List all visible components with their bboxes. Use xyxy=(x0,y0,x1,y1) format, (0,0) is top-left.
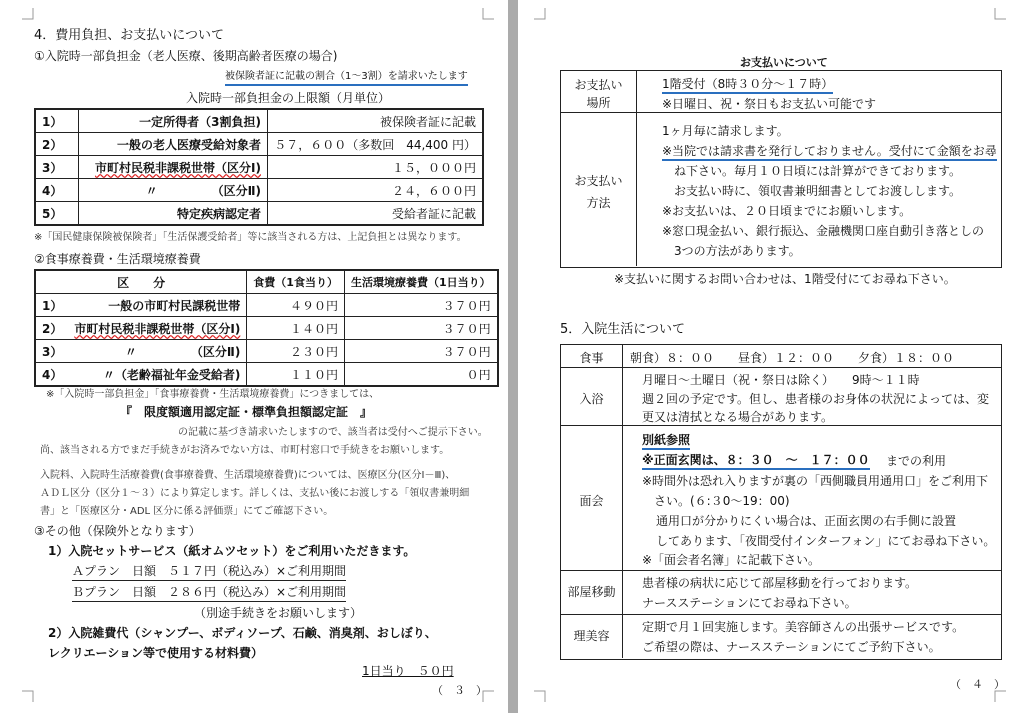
method-line: ※窓口現金払い、銀行振込、金融機関口座自動引き落としの xyxy=(662,224,985,238)
misc-fee-title: レクリエーション等で使用する材料費） xyxy=(48,646,264,660)
method-line: ね下さい。毎月１０日頃には計算ができております。 xyxy=(674,164,962,178)
meal-cost-cell: ４９０円 xyxy=(247,294,345,317)
category-cell: 〃（老齢福祉年金受給者) xyxy=(68,363,246,387)
crop-mark-icon xyxy=(534,8,546,20)
subsection-title: ②食事療養費・生活環境療養費 xyxy=(34,252,201,266)
visit-label: 面会 xyxy=(579,494,604,508)
page-number: （ ３ ） xyxy=(432,684,487,697)
category-cell: 〃 （区分Ⅱ) xyxy=(79,179,268,202)
bath-label: 入浴 xyxy=(579,392,604,406)
env-cost-cell: ３７０円 xyxy=(344,294,497,317)
env-cost-cell: ３７０円 xyxy=(344,340,497,363)
misc-fee-price: 1日当り ５０円 xyxy=(362,664,454,678)
crop-mark-icon xyxy=(22,690,34,702)
reception-hours: 1階受付（8時３０分～１７時） xyxy=(662,75,833,94)
misc-fee-title: 2）入院雑費代（シャンプー、ボディソープ、石鹸、消臭剤、おしぼり、 xyxy=(48,626,437,640)
label-line: 場所 xyxy=(586,96,611,110)
plan-b-line: Ｂプラン 日額 ２８６円（税込み）×ご利用期間 xyxy=(72,583,346,602)
bath-line: 月曜日～土曜日（祝・祭日は除く） 9時～１１時 xyxy=(642,373,920,387)
table-row xyxy=(35,340,498,363)
method-line: お支払い時に、領収書兼明細書としてお渡しします。 xyxy=(674,184,962,198)
payment-table-title: お支払いについて xyxy=(740,56,828,69)
method-label xyxy=(561,170,636,214)
row-divider xyxy=(560,367,1001,368)
env-cost-cell: ０円 xyxy=(344,363,497,387)
room-move-label: 部屋移動 xyxy=(567,585,616,599)
payment-footnote: ※支払いに関するお問い合わせは、1階受付にてお尋ね下さい。 xyxy=(614,272,956,286)
value-cell: 受給者証に記載 xyxy=(268,202,484,226)
section-heading: 4．費用負担、お支払いについて xyxy=(34,28,225,43)
label-line: お支払い xyxy=(574,174,623,188)
value-cell: １５，０００円 xyxy=(268,156,484,179)
adl-paragraph-line: ＡＤＬ区分（区分１～３）により算定します。詳しくは、支払い後にお渡しする「領収書兼明細 xyxy=(40,488,470,499)
row-number: 4） xyxy=(35,179,79,202)
table-caption: 入院時一部負担金の上限額（月単位） xyxy=(186,91,391,105)
crop-mark-icon xyxy=(22,8,34,20)
row-divider xyxy=(560,614,1001,615)
row-divider xyxy=(560,570,1001,571)
copay-limit-table xyxy=(34,108,484,226)
header-env: 生活環境療養費（1日当り） xyxy=(344,270,497,294)
certificate-name: 『 限度額適用認定証・標準負担額認定証 』 xyxy=(120,405,373,419)
visit-line: 別紙参照 xyxy=(642,431,690,450)
barber-line: ご希望の際は、ナースステーションにてご予約下さい。 xyxy=(642,640,941,654)
visit-line: してあります、「夜間受付インターフォン」にてお尋ね下さい。 xyxy=(656,534,996,548)
row-number: 2） xyxy=(35,317,68,340)
method-line: 1ヶ月毎に請求します。 xyxy=(662,124,789,138)
adl-paragraph-line: 書」と「医療区分・ADL 区分に係る評価票」にてご確認下さい。 xyxy=(40,506,334,517)
visit-line: までの利用 xyxy=(886,454,947,468)
row-number: 1） xyxy=(35,109,79,133)
bath-line: 更又は清拭となる場合があります。 xyxy=(642,410,834,424)
visit-line: ※「面会者名簿」に記載下さい。 xyxy=(642,553,821,567)
copay-note: 被保険者証に記載の割合（1～3割）を請求いたします xyxy=(225,67,468,86)
table-row xyxy=(35,133,483,156)
table-row xyxy=(35,202,483,226)
page-number: （ ４ ） xyxy=(950,678,1005,691)
row-number: 3） xyxy=(35,340,68,363)
table-row xyxy=(35,363,498,387)
env-cost-cell: ３７０円 xyxy=(344,317,497,340)
visit-line: 通用口が分かりにくい場合は、正面玄関の右手側に設置 xyxy=(656,514,957,528)
row-divider xyxy=(560,112,1001,113)
category-cell: 〃 （区分Ⅱ) xyxy=(68,340,246,363)
meal-note: の記載に基づき請求いたしますので、該当者は受付へご提示下さい。 xyxy=(178,427,488,438)
label-line: 方法 xyxy=(586,196,611,210)
method-line: ※お支払いは、２０日頃までにお願いします。 xyxy=(662,204,912,218)
bath-line: 週２回の予定です。但し、患者様のお身体の状況によっては、変 xyxy=(642,392,990,406)
section-heading: 5．入院生活について xyxy=(560,322,686,337)
row-number: 5） xyxy=(35,202,79,226)
set-service-title: 1）入院セットサービス（紙オムツセット）をご利用いただきます。 xyxy=(48,544,416,558)
plan-a-line: Ａプラン 日額 ５１７円（税込み）×ご利用期間 xyxy=(72,562,346,581)
room-move-line: ナースステーションにてお尋ね下さい。 xyxy=(642,596,857,610)
table-row xyxy=(35,109,483,133)
column-divider xyxy=(636,70,637,266)
column-divider xyxy=(622,344,623,658)
visit-line: ※正面玄関は、８：３０ ～ １７：００ xyxy=(642,451,870,470)
meal-cost-cell: ２３０円 xyxy=(247,340,345,363)
row-number: 3） xyxy=(35,156,79,179)
place-label xyxy=(561,76,636,112)
header-category: 区 分 xyxy=(35,270,247,294)
room-move-line: 患者様の病状に応じて部屋移動を行っております。 xyxy=(642,576,918,590)
table-row xyxy=(35,294,498,317)
category-cell: 市町村民税非課税世帯（区分Ⅰ) xyxy=(68,317,246,340)
document-page-4 xyxy=(518,0,1024,713)
meal-note: 尚、該当される方でまだ手続きがお済みでない方は、市町村窓口で手続きをお願いします。 xyxy=(40,445,450,456)
crop-mark-icon xyxy=(994,8,1006,20)
adl-paragraph-line: 入院料、入院時生活療養費(食事療養費、生活環境療養費)については、医療区分(区分Ⅰ－Ⅲ)、 xyxy=(40,470,456,481)
table-row xyxy=(35,317,498,340)
table-row xyxy=(35,156,483,179)
meal-cost-cell: １４０円 xyxy=(247,317,345,340)
barber-label: 理美容 xyxy=(573,629,610,643)
meal-times: 朝食）８：００ 昼食）１２：００ 夕食）１８：００ xyxy=(630,351,955,365)
category-cell: 一般の老人医療受給対象者 xyxy=(79,133,268,156)
row-number: 4） xyxy=(35,363,68,387)
table-header-row xyxy=(35,270,498,294)
meal-label: 食事 xyxy=(579,351,604,365)
meal-note: ※「入院時一部負担金」「食事療養費・生活環境療養費」につきましては、 xyxy=(46,389,380,400)
value-cell: 被保険者証に記載 xyxy=(268,109,484,133)
document-page-3 xyxy=(0,0,508,713)
subsection-title: ③その他（保険外となります） xyxy=(34,524,201,538)
subsection-title: ①入院時一部負担金（老人医療、後期高齢者医療の場合) xyxy=(34,49,338,63)
row-divider xyxy=(560,425,1001,426)
value-cell: ２４，６００円 xyxy=(268,179,484,202)
category-cell: 一般の市町村民課税世帯 xyxy=(68,294,246,317)
place-note: ※日曜日、祝・祭日もお支払い可能です xyxy=(662,97,877,111)
row-number: 1） xyxy=(35,294,68,317)
method-line: 3つの方法があります。 xyxy=(674,244,801,258)
table-footnote: ※「国民健康保険被保険者」「生活保護受給者」等に該当される方は、上記負担とは異なります。 xyxy=(34,232,467,243)
meal-cost-cell: １１０円 xyxy=(247,363,345,387)
value-cell: ５７，６００（多数回 44,400 円） xyxy=(268,133,484,156)
label-line: お支払い xyxy=(574,78,623,92)
crop-mark-icon xyxy=(482,8,494,20)
meal-cost-table xyxy=(34,269,499,387)
method-line: ※当院では請求書を発行しておりません。受付にて金額をお尋 xyxy=(662,142,997,161)
row-number: 2） xyxy=(35,133,79,156)
header-meal: 食費（1食当り） xyxy=(247,270,345,294)
visit-line: ※時間外は恐れ入りますが裏の「西側職員用通用口」をご利用下 xyxy=(642,474,989,488)
category-cell: 一定所得者（3割負担) xyxy=(79,109,268,133)
barber-line: 定期で月１回実施します。美容師さんの出張サービスです。 xyxy=(642,620,965,634)
visit-line: さい。(６:３0～19：00) xyxy=(654,494,790,508)
plan-note: （別途手続きをお願いします） xyxy=(194,606,363,620)
table-row xyxy=(35,179,483,202)
crop-mark-icon xyxy=(534,690,546,702)
category-cell: 特定疾病認定者 xyxy=(79,202,268,226)
category-cell: 市町村民税非課税世帯（区分Ⅰ) xyxy=(79,156,268,179)
